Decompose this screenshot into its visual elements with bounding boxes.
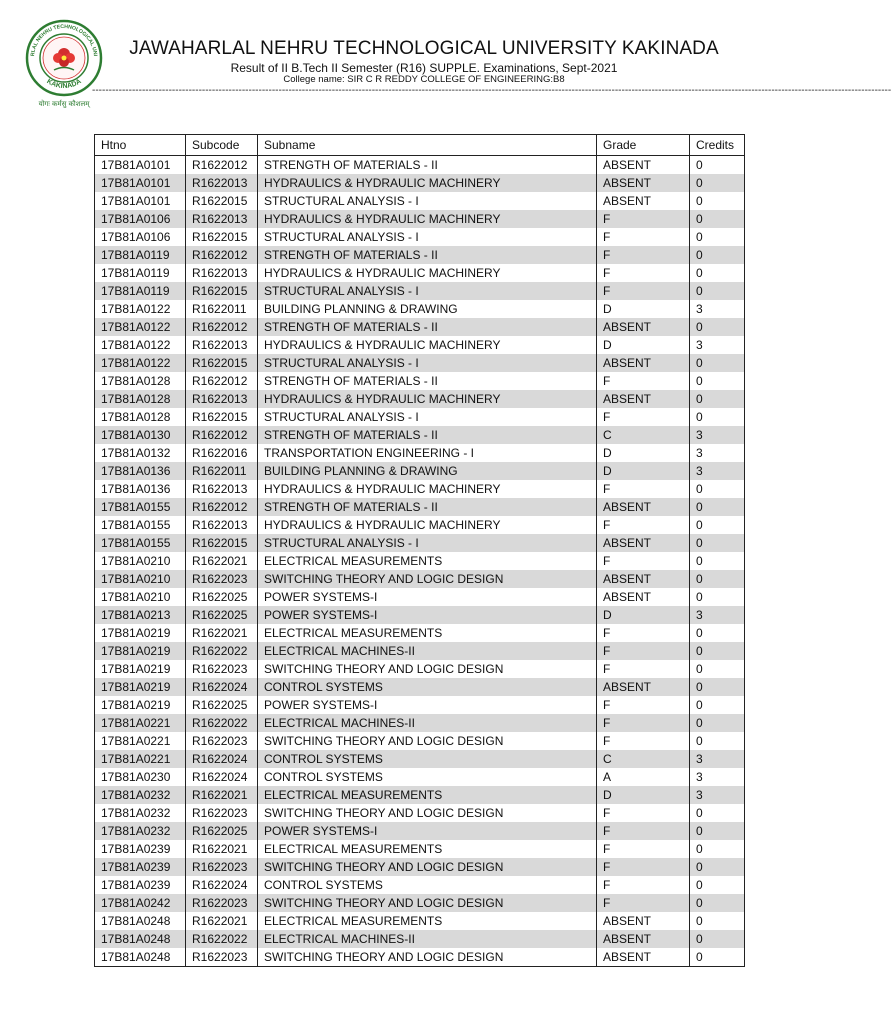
grade-cell: D (597, 606, 690, 624)
htno-cell: 17B81A0242 (95, 894, 186, 912)
htno-cell: 17B81A0128 (95, 390, 186, 408)
table-row (95, 570, 745, 588)
credits-cell: 3 (690, 336, 745, 354)
credits-cell: 0 (690, 732, 745, 750)
credits-cell: 0 (690, 192, 745, 210)
table-row (95, 516, 745, 534)
credits-cell: 0 (690, 822, 745, 840)
subcode-cell: R1622013 (186, 264, 258, 282)
credits-cell: 3 (690, 426, 745, 444)
subcode-cell: R1622022 (186, 714, 258, 732)
subcode-cell: R1622023 (186, 894, 258, 912)
results-table (94, 134, 745, 967)
subname-cell: HYDRAULICS & HYDRAULIC MACHINERY (258, 264, 597, 282)
column-header-subcode: Subcode (186, 135, 258, 156)
credits-cell: 3 (690, 750, 745, 768)
htno-cell: 17B81A0136 (95, 480, 186, 498)
table-row (95, 588, 745, 606)
subcode-cell: R1622015 (186, 228, 258, 246)
grade-cell: F (597, 552, 690, 570)
grade-cell: F (597, 516, 690, 534)
grade-cell: F (597, 264, 690, 282)
table-row (95, 786, 745, 804)
credits-cell: 3 (690, 300, 745, 318)
grade-cell: ABSENT (597, 390, 690, 408)
grade-cell: F (597, 642, 690, 660)
credits-cell: 0 (690, 570, 745, 588)
subname-cell: POWER SYSTEMS-I (258, 606, 597, 624)
table-row (95, 552, 745, 570)
subname-cell: SWITCHING THEORY AND LOGIC DESIGN (258, 570, 597, 588)
grade-cell: ABSENT (597, 498, 690, 516)
credits-cell: 0 (690, 318, 745, 336)
subcode-cell: R1622013 (186, 390, 258, 408)
subcode-cell: R1622022 (186, 642, 258, 660)
subname-cell: ELECTRICAL MACHINES-II (258, 642, 597, 660)
credits-cell: 0 (690, 480, 745, 498)
htno-cell: 17B81A0155 (95, 516, 186, 534)
credits-cell: 0 (690, 264, 745, 282)
column-header-credits: Credits (690, 135, 745, 156)
htno-cell: 17B81A0210 (95, 570, 186, 588)
table-row (95, 948, 745, 967)
table-row (95, 876, 745, 894)
credits-cell: 0 (690, 282, 745, 300)
credits-cell: 0 (690, 228, 745, 246)
grade-cell: C (597, 426, 690, 444)
credits-cell: 0 (690, 912, 745, 930)
credits-cell: 0 (690, 498, 745, 516)
subcode-cell: R1622015 (186, 192, 258, 210)
subname-cell: TRANSPORTATION ENGINEERING - I (258, 444, 597, 462)
table-row (95, 372, 745, 390)
grade-cell: D (597, 336, 690, 354)
subname-cell: CONTROL SYSTEMS (258, 678, 597, 696)
credits-cell: 3 (690, 786, 745, 804)
subname-cell: SWITCHING THEORY AND LOGIC DESIGN (258, 948, 597, 967)
grade-cell: F (597, 804, 690, 822)
htno-cell: 17B81A0122 (95, 354, 186, 372)
subcode-cell: R1622016 (186, 444, 258, 462)
subname-cell: SWITCHING THEORY AND LOGIC DESIGN (258, 858, 597, 876)
subname-cell: ELECTRICAL MEASUREMENTS (258, 786, 597, 804)
htno-cell: 17B81A0132 (95, 444, 186, 462)
htno-cell: 17B81A0239 (95, 876, 186, 894)
subname-cell: CONTROL SYSTEMS (258, 768, 597, 786)
htno-cell: 17B81A0232 (95, 822, 186, 840)
htno-cell: 17B81A0219 (95, 624, 186, 642)
subcode-cell: R1622021 (186, 912, 258, 930)
subname-cell: ELECTRICAL MEASUREMENTS (258, 840, 597, 858)
subname-cell: STRUCTURAL ANALYSIS - I (258, 408, 597, 426)
table-row (95, 660, 745, 678)
htno-cell: 17B81A0119 (95, 246, 186, 264)
grade-cell: F (597, 408, 690, 426)
subcode-cell: R1622015 (186, 408, 258, 426)
grade-cell: ABSENT (597, 570, 690, 588)
subcode-cell: R1622013 (186, 210, 258, 228)
htno-cell: 17B81A0101 (95, 192, 186, 210)
grade-cell: F (597, 282, 690, 300)
grade-cell: ABSENT (597, 912, 690, 930)
table-row (95, 300, 745, 318)
subcode-cell: R1622025 (186, 588, 258, 606)
results-table-body (95, 156, 745, 967)
htno-cell: 17B81A0248 (95, 948, 186, 967)
subcode-cell: R1622012 (186, 156, 258, 175)
table-row (95, 282, 745, 300)
subname-cell: STRENGTH OF MATERIALS - II (258, 318, 597, 336)
htno-cell: 17B81A0122 (95, 318, 186, 336)
credits-cell: 0 (690, 714, 745, 732)
htno-cell: 17B81A0106 (95, 228, 186, 246)
subcode-cell: R1622023 (186, 948, 258, 967)
grade-cell: F (597, 894, 690, 912)
htno-cell: 17B81A0106 (95, 210, 186, 228)
credits-cell: 0 (690, 660, 745, 678)
column-header-grade: Grade (597, 135, 690, 156)
table-row (95, 912, 745, 930)
subname-cell: POWER SYSTEMS-I (258, 822, 597, 840)
subname-cell: HYDRAULICS & HYDRAULIC MACHINERY (258, 390, 597, 408)
subcode-cell: R1622023 (186, 570, 258, 588)
credits-cell: 0 (690, 372, 745, 390)
htno-cell: 17B81A0213 (95, 606, 186, 624)
university-title: JAWAHARLAL NEHRU TECHNOLOGICAL UNIVERSITY KAKINADA (129, 38, 719, 59)
htno-cell: 17B81A0128 (95, 372, 186, 390)
credits-cell: 0 (690, 390, 745, 408)
subcode-cell: R1622021 (186, 840, 258, 858)
university-logo (24, 18, 104, 110)
htno-cell: 17B81A0155 (95, 534, 186, 552)
subname-cell: STRENGTH OF MATERIALS - II (258, 498, 597, 516)
subname-cell: HYDRAULICS & HYDRAULIC MACHINERY (258, 336, 597, 354)
subname-cell: SWITCHING THEORY AND LOGIC DESIGN (258, 804, 597, 822)
htno-cell: 17B81A0119 (95, 282, 186, 300)
subname-cell: SWITCHING THEORY AND LOGIC DESIGN (258, 660, 597, 678)
credits-cell: 0 (690, 516, 745, 534)
subname-cell: STRENGTH OF MATERIALS - II (258, 372, 597, 390)
table-row (95, 534, 745, 552)
subcode-cell: R1622025 (186, 696, 258, 714)
credits-cell: 0 (690, 354, 745, 372)
grade-cell: F (597, 660, 690, 678)
subcode-cell: R1622024 (186, 678, 258, 696)
table-row (95, 192, 745, 210)
grade-cell: C (597, 750, 690, 768)
htno-cell: 17B81A0221 (95, 714, 186, 732)
grade-cell: D (597, 462, 690, 480)
htno-cell: 17B81A0128 (95, 408, 186, 426)
table-row (95, 246, 745, 264)
table-row (95, 894, 745, 912)
credits-cell: 0 (690, 948, 745, 967)
credits-cell: 0 (690, 624, 745, 642)
credits-cell: 0 (690, 642, 745, 660)
table-row (95, 408, 745, 426)
college-name: College name: SIR C R REDDY COLLEGE OF ENGINEERING:B8 (283, 74, 565, 85)
grade-cell: A (597, 768, 690, 786)
university-seal-icon (24, 18, 104, 110)
dashed-separator: ------------------------------------------------------------------------------------------------------------------------------------------------------------------------------------------------------------------------------------------------ (92, 85, 891, 96)
subcode-cell: R1622011 (186, 300, 258, 318)
grade-cell: F (597, 480, 690, 498)
subname-cell: ELECTRICAL MEASUREMENTS (258, 624, 597, 642)
table-row (95, 930, 745, 948)
grade-cell: ABSENT (597, 930, 690, 948)
htno-cell: 17B81A0219 (95, 660, 186, 678)
table-row (95, 228, 745, 246)
credits-cell: 0 (690, 408, 745, 426)
subname-cell: HYDRAULICS & HYDRAULIC MACHINERY (258, 174, 597, 192)
subname-cell: STRUCTURAL ANALYSIS - I (258, 534, 597, 552)
subname-cell: STRENGTH OF MATERIALS - II (258, 156, 597, 175)
table-row (95, 390, 745, 408)
table-row (95, 462, 745, 480)
subcode-cell: R1622012 (186, 498, 258, 516)
table-row (95, 822, 745, 840)
grade-cell: F (597, 858, 690, 876)
credits-cell: 3 (690, 444, 745, 462)
credits-cell: 0 (690, 156, 745, 175)
subname-cell: STRUCTURAL ANALYSIS - I (258, 282, 597, 300)
subname-cell: POWER SYSTEMS-I (258, 588, 597, 606)
htno-cell: 17B81A0122 (95, 300, 186, 318)
htno-cell: 17B81A0230 (95, 768, 186, 786)
credits-cell: 0 (690, 678, 745, 696)
grade-cell: F (597, 732, 690, 750)
table-row (95, 606, 745, 624)
table-row (95, 444, 745, 462)
subcode-cell: R1622015 (186, 534, 258, 552)
subcode-cell: R1622024 (186, 876, 258, 894)
htno-cell: 17B81A0122 (95, 336, 186, 354)
htno-cell: 17B81A0219 (95, 678, 186, 696)
table-row (95, 642, 745, 660)
subname-cell: ELECTRICAL MACHINES-II (258, 930, 597, 948)
credits-cell: 0 (690, 894, 745, 912)
table-row (95, 732, 745, 750)
subcode-cell: R1622012 (186, 246, 258, 264)
subcode-cell: R1622025 (186, 606, 258, 624)
header-row (95, 135, 745, 156)
grade-cell: ABSENT (597, 678, 690, 696)
subcode-cell: R1622012 (186, 372, 258, 390)
subcode-cell: R1622013 (186, 174, 258, 192)
credits-cell: 3 (690, 462, 745, 480)
credits-cell: 0 (690, 246, 745, 264)
credits-cell: 0 (690, 552, 745, 570)
subname-cell: ELECTRICAL MEASUREMENTS (258, 552, 597, 570)
grade-cell: ABSENT (597, 174, 690, 192)
table-row (95, 426, 745, 444)
grade-cell: ABSENT (597, 192, 690, 210)
subname-cell: STRENGTH OF MATERIALS - II (258, 246, 597, 264)
grade-cell: F (597, 372, 690, 390)
credits-cell: 0 (690, 876, 745, 894)
credits-cell: 0 (690, 858, 745, 876)
grade-cell: F (597, 822, 690, 840)
subname-cell: POWER SYSTEMS-I (258, 696, 597, 714)
subname-cell: HYDRAULICS & HYDRAULIC MACHINERY (258, 480, 597, 498)
seal-motto: योगः कर्मसु कौशलम् (38, 100, 90, 108)
grade-cell: ABSENT (597, 318, 690, 336)
subcode-cell: R1622012 (186, 318, 258, 336)
subcode-cell: R1622013 (186, 516, 258, 534)
subname-cell: SWITCHING THEORY AND LOGIC DESIGN (258, 894, 597, 912)
subname-cell: STRENGTH OF MATERIALS - II (258, 426, 597, 444)
svg-text:KAKINADA (45, 78, 82, 90)
subname-cell: STRUCTURAL ANALYSIS - I (258, 354, 597, 372)
subname-cell: BUILDING PLANNING & DRAWING (258, 462, 597, 480)
htno-cell: 17B81A0210 (95, 552, 186, 570)
grade-cell: F (597, 714, 690, 732)
subname-cell: CONTROL SYSTEMS (258, 876, 597, 894)
column-header-htno: Htno (95, 135, 186, 156)
htno-cell: 17B81A0221 (95, 732, 186, 750)
htno-cell: 17B81A0155 (95, 498, 186, 516)
credits-cell: 0 (690, 534, 745, 552)
htno-cell: 17B81A0119 (95, 264, 186, 282)
subname-cell: SWITCHING THEORY AND LOGIC DESIGN (258, 732, 597, 750)
table-row (95, 498, 745, 516)
subcode-cell: R1622015 (186, 354, 258, 372)
htno-cell: 17B81A0130 (95, 426, 186, 444)
credits-cell: 3 (690, 768, 745, 786)
credits-cell: 3 (690, 606, 745, 624)
grade-cell: F (597, 624, 690, 642)
subcode-cell: R1622023 (186, 732, 258, 750)
subcode-cell: R1622015 (186, 282, 258, 300)
credits-cell: 0 (690, 174, 745, 192)
table-row (95, 264, 745, 282)
table-row (95, 624, 745, 642)
htno-cell: 17B81A0101 (95, 174, 186, 192)
table-row (95, 768, 745, 786)
table-row (95, 354, 745, 372)
table-row (95, 156, 745, 175)
grade-cell: ABSENT (597, 948, 690, 967)
subcode-cell: R1622025 (186, 822, 258, 840)
subcode-cell: R1622023 (186, 804, 258, 822)
credits-cell: 0 (690, 588, 745, 606)
subcode-cell: R1622021 (186, 786, 258, 804)
table-row (95, 840, 745, 858)
subname-cell: HYDRAULICS & HYDRAULIC MACHINERY (258, 516, 597, 534)
table-row (95, 678, 745, 696)
subcode-cell: R1622021 (186, 624, 258, 642)
htno-cell: 17B81A0232 (95, 786, 186, 804)
grade-cell: D (597, 444, 690, 462)
grade-cell: ABSENT (597, 354, 690, 372)
table-row (95, 714, 745, 732)
seal-ring-text-top: RLAL NEHRU TECHNOLOGICAL UNI (30, 23, 98, 57)
htno-cell: 17B81A0239 (95, 858, 186, 876)
subcode-cell: R1622024 (186, 768, 258, 786)
htno-cell: 17B81A0232 (95, 804, 186, 822)
subcode-cell: R1622023 (186, 660, 258, 678)
grade-cell: F (597, 696, 690, 714)
table-row (95, 750, 745, 768)
grade-cell: ABSENT (597, 534, 690, 552)
htno-cell: 17B81A0136 (95, 462, 186, 480)
table-row (95, 696, 745, 714)
grade-cell: F (597, 876, 690, 894)
table-row (95, 804, 745, 822)
column-header-subname: Subname (258, 135, 597, 156)
subcode-cell: R1622024 (186, 750, 258, 768)
subname-cell: STRUCTURAL ANALYSIS - I (258, 192, 597, 210)
htno-cell: 17B81A0221 (95, 750, 186, 768)
htno-cell: 17B81A0219 (95, 696, 186, 714)
grade-cell: ABSENT (597, 588, 690, 606)
table-row (95, 336, 745, 354)
table-row (95, 174, 745, 192)
credits-cell: 0 (690, 840, 745, 858)
grade-cell: F (597, 840, 690, 858)
table-row (95, 480, 745, 498)
htno-cell: 17B81A0248 (95, 912, 186, 930)
subname-cell: ELECTRICAL MACHINES-II (258, 714, 597, 732)
htno-cell: 17B81A0248 (95, 930, 186, 948)
subname-cell: CONTROL SYSTEMS (258, 750, 597, 768)
credits-cell: 0 (690, 696, 745, 714)
subcode-cell: R1622013 (186, 480, 258, 498)
htno-cell: 17B81A0210 (95, 588, 186, 606)
seal-ring-text-bottom: KAKINADA (45, 78, 83, 91)
subcode-cell: R1622012 (186, 426, 258, 444)
credits-cell: 0 (690, 804, 745, 822)
subname-cell: STRUCTURAL ANALYSIS - I (258, 228, 597, 246)
table-row (95, 858, 745, 876)
htno-cell: 17B81A0101 (95, 156, 186, 175)
table-row (95, 318, 745, 336)
subname-cell: ELECTRICAL MEASUREMENTS (258, 912, 597, 930)
credits-cell: 0 (690, 210, 745, 228)
subname-cell: BUILDING PLANNING & DRAWING (258, 300, 597, 318)
subcode-cell: R1622022 (186, 930, 258, 948)
subcode-cell: R1622011 (186, 462, 258, 480)
table-row (95, 210, 745, 228)
subcode-cell: R1622013 (186, 336, 258, 354)
grade-cell: F (597, 246, 690, 264)
grade-cell: D (597, 786, 690, 804)
subcode-cell: R1622021 (186, 552, 258, 570)
htno-cell: 17B81A0219 (95, 642, 186, 660)
grade-cell: F (597, 228, 690, 246)
htno-cell: 17B81A0239 (95, 840, 186, 858)
grade-cell: F (597, 210, 690, 228)
grade-cell: D (597, 300, 690, 318)
credits-cell: 0 (690, 930, 745, 948)
subcode-cell: R1622023 (186, 858, 258, 876)
exam-subtitle: Result of II B.Tech II Semester (R16) SUPPLE. Examinations, Sept-2021 (230, 61, 618, 75)
grade-cell: ABSENT (597, 156, 690, 175)
results-table-header (95, 135, 745, 156)
subname-cell: HYDRAULICS & HYDRAULIC MACHINERY (258, 210, 597, 228)
